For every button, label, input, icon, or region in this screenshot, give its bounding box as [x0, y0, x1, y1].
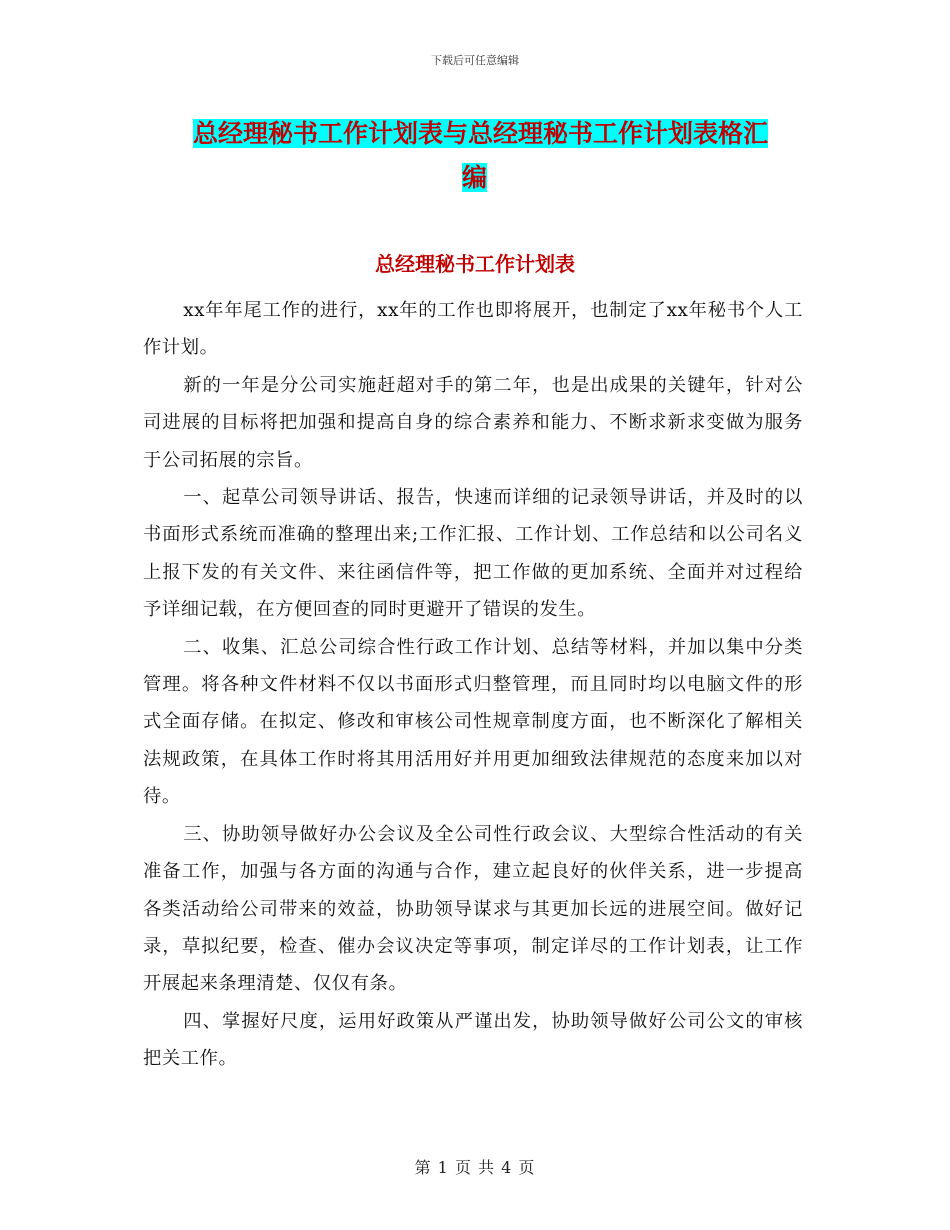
paragraph: 一、起草公司领导讲话、报告，快速而详细的记录领导讲话，并及时的以书面形式系统而准确的整理出来;工作汇报、工作计划、工作总结和以公司名义上报下发的有关文件、来往函信件等，把工作做的更加系统、全面并对过程给予详细记载，在方便回查的同时更避开了错误的发生。 [143, 487, 803, 621]
paragraph: xx年年尾工作的进行，xx年的工作也即将展开，也制定了xx年秘书个人工作计划。 [143, 300, 803, 359]
section-title: 总经理秘书工作计划表 [375, 252, 575, 276]
document-title-line1: 总经理秘书工作计划表与总经理秘书工作计划表格汇 [193, 119, 769, 148]
document-title-line2: 编 [462, 163, 488, 192]
paragraph: 四、掌握好尺度，运用好政策从严谨出发，协助领导做好公司公文的审核把关工作。 [143, 1010, 803, 1070]
page-number: 第 1 页 共 4 页 [414, 1158, 536, 1177]
document-title [193, 114, 813, 150]
paragraph: 新的一年是分公司实施赶超对手的第二年，也是出成果的关键年，针对公司进展的目标将把加强和提高自身的综合素养和能力、不断求新求变做为服务于公司拓展的宗旨。 [143, 374, 803, 471]
document-body [143, 292, 803, 1078]
header-note: 下载后可任意编辑 [431, 54, 519, 67]
document-title-continued [462, 158, 950, 194]
paragraph: 三、协助领导做好办公会议及全公司性行政会议、大型综合性活动的有关准备工作，加强与各方面的沟通与合作，建立起良好的伙伴关系，进一步提高各类活动给公司带来的效益，协助领导谋求与其更加长远的进展空间。做好记录，草拟纪要，检查、催办会议决定等事项，制定详尽的工作计划表，让工作开展起来条理清楚、仅仅有条。 [143, 823, 803, 995]
paragraph: 二、收集、汇总公司综合性行政工作计划、总结等材料，并加以集中分类管理。将各种文件材料不仅以书面形式归整管理，而且同时均以电脑文件的形式全面存储。在拟定、修改和审核公司性规章制度方面，也不断深化了解相关法规政策，在具体工作时将其用活用好并用更加细致法律规范的态度来加以对待。 [143, 636, 803, 808]
